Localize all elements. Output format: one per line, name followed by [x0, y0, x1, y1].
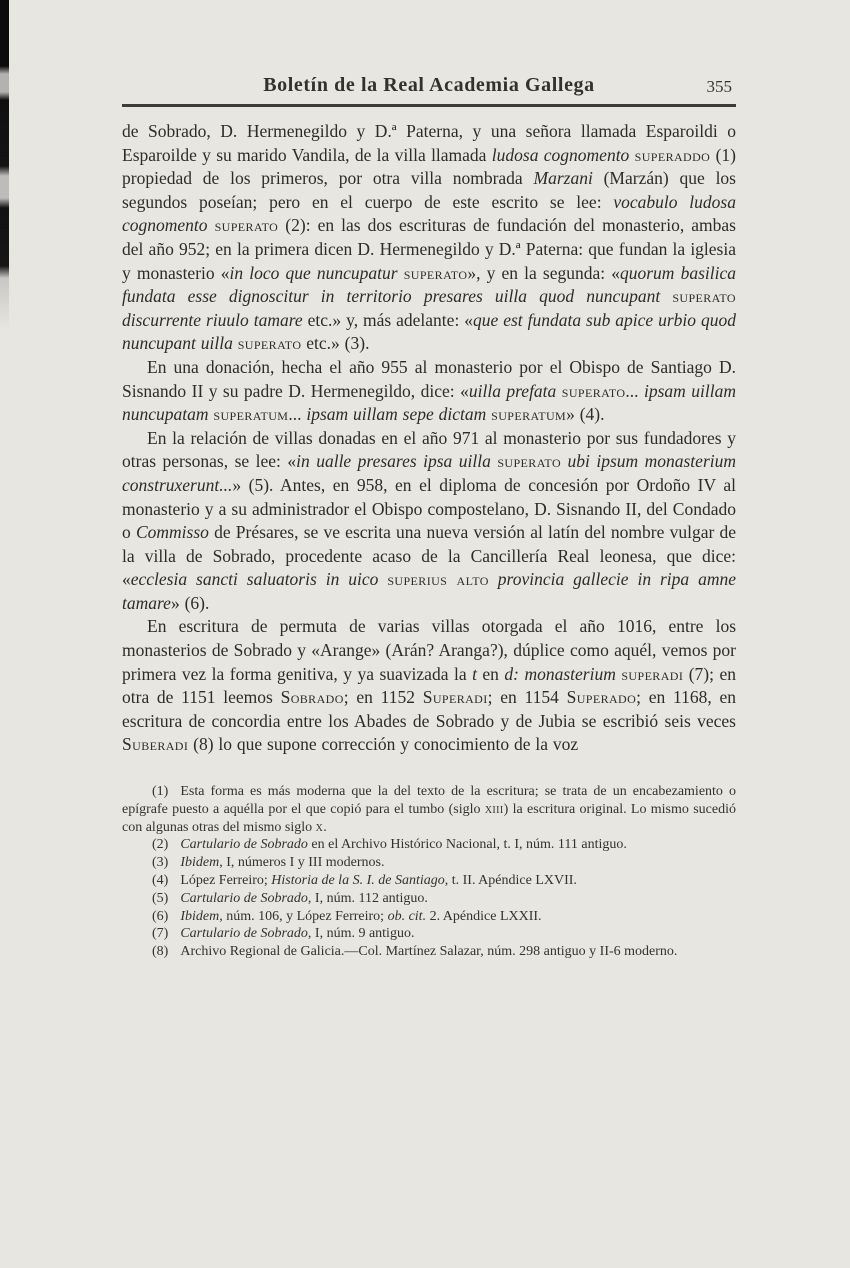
text-run-smallcaps: xiii: [484, 801, 504, 817]
text-run-smallcaps: Superado: [566, 687, 637, 708]
text-run-normal: En la relación de villas donadas en el año 971 al monasterio por sus fundadores y otras personas, se lee: «: [122, 427, 736, 472]
text-run-italic: quorum basilica fundata esse dignoscitur in territorio presares uilla quod nuncupant: [122, 262, 736, 307]
text-run-italic: t: [472, 663, 477, 684]
text-run-normal: etc.» y, más adelante: «: [307, 309, 473, 330]
footnote-item: [122, 943, 736, 961]
page-header: [122, 74, 736, 104]
text-run-normal: ; en 1154: [487, 687, 567, 708]
footnotes-list: [122, 783, 736, 961]
footnote-item: [122, 872, 736, 890]
text-run-italic: Ibidem: [180, 855, 220, 871]
text-run-normal: , I, números I y III modernos.: [219, 855, 385, 871]
text-run-normal: ...: [288, 404, 307, 425]
text-run-italic: uilla prefata: [468, 380, 562, 401]
footnote-item: [122, 783, 736, 836]
text-run-normal: , t. II. Apéndice LXVII.: [444, 873, 577, 889]
text-run-normal: , I, núm. 9 antiguo.: [307, 926, 415, 942]
footnote-item: [122, 890, 736, 908]
text-run-normal: » (4).: [566, 404, 605, 425]
footnote-marker: (6): [152, 908, 169, 924]
footnote-marker: (2): [152, 837, 169, 853]
text-run-normal: (2): en las dos escrituras de fundación del monasterio, ambas del año 952; en la primera dicen D. Hermenegildo y D.ª Paterna: que fundan la iglesia y monasterio «: [122, 215, 736, 283]
footnote-marker: (8): [152, 944, 169, 960]
text-run-italic: ipsam uillam nuncupatam: [122, 380, 736, 425]
text-run-italic: ob. cit.: [387, 908, 427, 924]
text-run-normal: Archivo Regional de Galicia.—Col. Martínez Salazar, núm. 298 antiguo y II-6 moderno.: [180, 944, 678, 960]
text-run-normal: (1) propiedad de los primeros, por otra villa nombrada: [122, 144, 736, 189]
text-run-normal: (7); en otra de 1151 leemos: [122, 663, 736, 708]
text-run-italic: in loco que nuncupatur: [229, 262, 404, 283]
text-run-smallcaps: superius alto: [387, 569, 489, 590]
text-run-italic: provincia gallecie in ripa amne tamare: [122, 569, 737, 613]
text-run-normal: de Sobrado, D. Hermenegildo y D.ª Paterna, y una señora llamada Esparoildi o Esparoilde y su marido Vandila, de la villa llamada: [122, 121, 736, 165]
text-run-italic: ecclesia sancti saluatoris in uico: [130, 569, 388, 590]
text-run-italic: Ibidem: [180, 908, 220, 924]
page-number: 355: [706, 77, 732, 96]
text-run-normal: (Marzán) que los segundos poseían; pero en el cuerpo de este escrito se lee:: [122, 168, 736, 212]
text-run-normal: en el Archivo Histórico Nacional, t. I, núm. 111 antiguo.: [307, 837, 627, 853]
body-paragraph: [122, 120, 736, 356]
footnote-marker: (4): [152, 873, 169, 889]
footnote-item: [122, 836, 736, 854]
text-run-smallcaps: superaddo: [634, 144, 711, 165]
text-run-smallcaps: Superadi: [422, 687, 488, 708]
footnote-item: [122, 908, 736, 926]
binding-shadow-marks: [0, 0, 9, 330]
text-run-smallcaps: superato: [561, 380, 626, 401]
body-paragraph: [122, 615, 736, 757]
journal-title: Boletín de la Real Academia Gallega: [263, 74, 595, 96]
text-run-normal: ; en 1168, en escritura de concordia entre los Abades de Sobrado y de Jubia se escribió seis veces: [122, 687, 736, 731]
footnote-marker: (7): [152, 926, 169, 942]
header-rule: [122, 104, 736, 107]
text-run-italic: Historia de la S. I. de Santiago: [271, 873, 445, 889]
text-run-italic: ubi ipsum monasterium construxerunt...: [122, 451, 737, 495]
text-run-normal: , I, núm. 112 antiguo.: [307, 890, 428, 906]
text-run-smallcaps: superatum: [491, 404, 567, 425]
footnote-item: [122, 925, 736, 943]
footnote-item: [122, 854, 736, 872]
text-run-italic: Cartulario de Sobrado: [180, 837, 308, 853]
text-run-normal: » (5). Antes, en 958, en el diploma de concesión por Ordoño IV al monasterio y a su administrador el Obispo compostelano, D. Sisnando II, del Condado o: [122, 474, 736, 543]
text-run-normal: En escritura de permuta de varias villas otorgada el año 1016, entre los monasterios de Sobrado y «Arange» (Arán? Aranga?), dúplice como aquél, vemos por primera vez la forma genitiva, y ya suavizada la: [122, 616, 736, 684]
text-run-smallcaps: superadi: [621, 663, 684, 684]
text-run-italic: d: monasterium: [504, 663, 622, 684]
text-run-smallcaps: superato: [237, 333, 302, 354]
text-run-italic: ludosa cognomento: [491, 144, 635, 165]
footnote-marker: (3): [152, 855, 169, 871]
text-run-italic: ipsam uillam sepe dictam: [306, 404, 492, 425]
text-run-italic: in ualle presares ipsa uilla: [296, 451, 498, 472]
text-run-normal: ) la escritura original. Lo mismo sucedió con algunas otras del mismo siglo: [122, 801, 736, 835]
body-paragraph: [122, 356, 736, 427]
body-paragraph: [122, 427, 736, 616]
text-run-normal: 2. Apéndice LXXII.: [426, 908, 542, 924]
text-run-smallcaps: Suberadi: [122, 734, 189, 755]
text-run-normal: » (6).: [170, 592, 210, 613]
text-run-italic: Commisso: [135, 522, 209, 543]
text-run-italic: Cartulario de Sobrado: [180, 890, 308, 906]
text-run-normal: de Présares, se ve escrita una nueva versión al latín del nombre vulgar de la villa de Sobrado, procedente acaso de la Cancillería Real leonesa, que dice: «: [122, 522, 737, 590]
text-run-smallcaps: superato: [497, 451, 562, 472]
text-run-smallcaps: Sobrado: [280, 687, 344, 708]
text-run-italic: Marzani: [533, 168, 604, 189]
text-run-normal: », y en la segunda: «: [467, 262, 620, 283]
text-run-smallcaps: x: [315, 819, 324, 835]
text-run-normal: .: [323, 819, 327, 835]
text-run-normal: ; en 1152: [343, 687, 423, 708]
text-run-italic: discurrente riuulo tamare: [122, 309, 308, 330]
text-run-normal: ...: [625, 380, 644, 401]
text-run-smallcaps: superato: [214, 215, 279, 236]
text-run-italic: que est fundata sub apice urbio quod nuncupant uilla: [122, 309, 736, 354]
text-run-normal: , núm. 106, y López Ferreiro;: [219, 908, 388, 924]
text-run-normal: En una donación, hecha el año 955 al monasterio por el Obispo de Santiago D. Sisnando II y su padre D. Hermenegildo, dice: «: [122, 356, 736, 401]
text-run-italic: Cartulario de Sobrado: [180, 926, 308, 942]
text-run-normal: (8) lo que supone corrección y conocimiento de la voz: [188, 734, 579, 755]
text-run-normal: etc.» (3).: [301, 333, 370, 354]
text-run-italic: vocabulo ludosa cognomento: [122, 191, 736, 236]
footnote-marker: (5): [152, 890, 169, 906]
text-run-smallcaps: superatum: [213, 404, 289, 425]
text-run-normal: López Ferreiro;: [180, 873, 272, 889]
text-run-smallcaps: superato: [672, 286, 736, 307]
body-paragraphs: [122, 120, 736, 757]
text-run-normal: en: [476, 663, 505, 684]
text-column: [122, 74, 736, 961]
text-run-normal: Esta forma es más moderna que la del texto de la escritura; se trata de un encabezamiento o epígrafe puesto a aquélla por el que copió para el tumbo (siglo: [122, 784, 736, 817]
footnote-marker: (1): [152, 784, 169, 800]
text-run-smallcaps: superato: [403, 262, 468, 283]
